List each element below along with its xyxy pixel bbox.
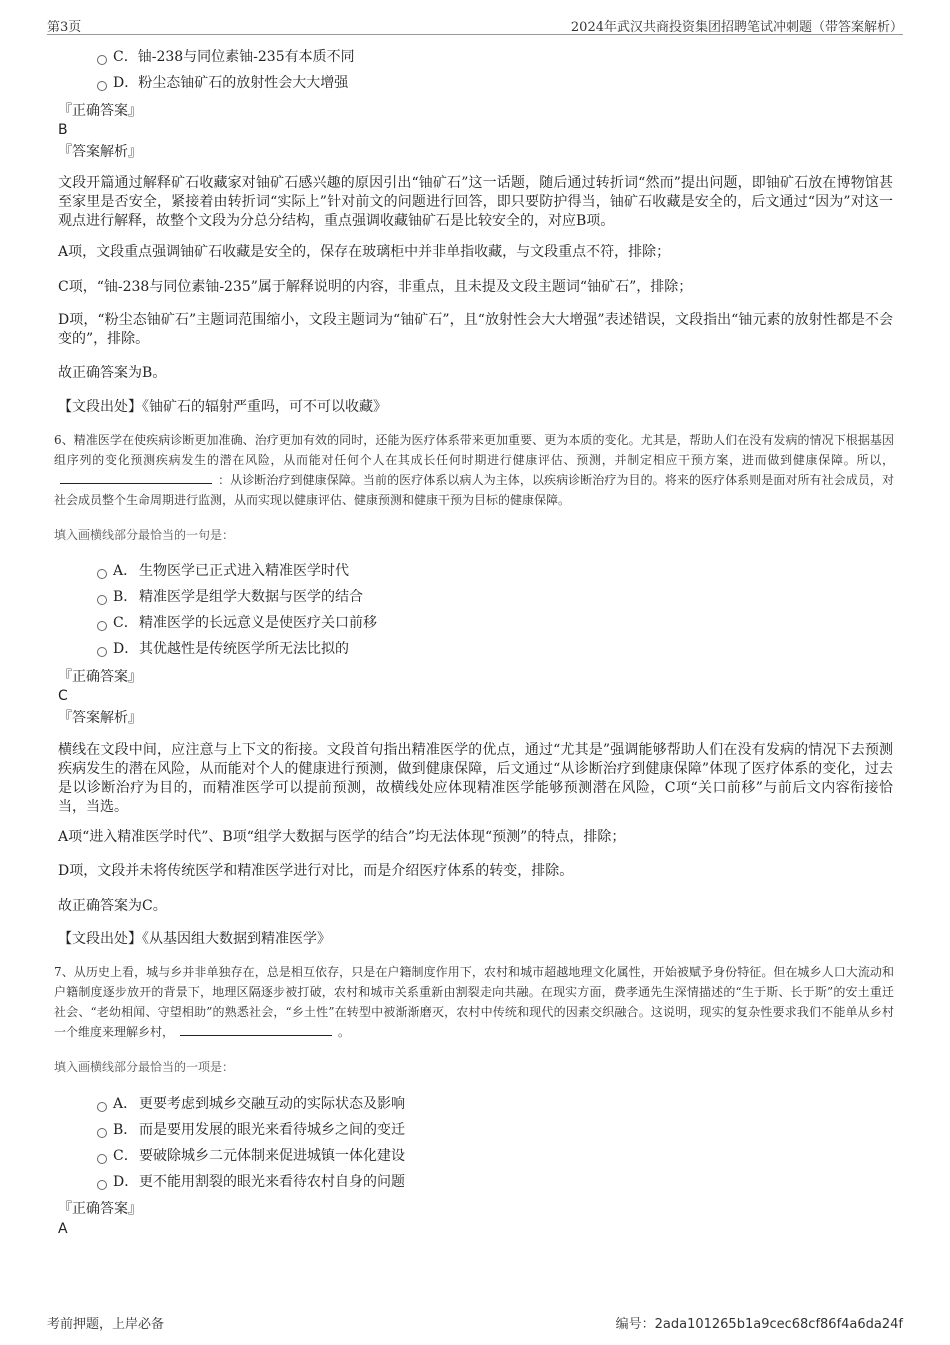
q7-answer-tag: 『正确答案』	[58, 1201, 142, 1217]
q6-answer: C	[58, 688, 68, 704]
radio-icon[interactable]	[97, 1154, 107, 1164]
q5-analysis-para: A项，文段重点强调铀矿石收藏是安全的，保存在玻璃柜中并非单指收藏，与文段重点不符，排除；	[58, 244, 671, 260]
page-number: 第3页	[47, 20, 82, 35]
q5-source: 【文段出处】《铀矿石的辐射严重吗，可不可以收藏》	[58, 399, 387, 415]
q5-analysis-para: 故正确答案为B。	[58, 365, 167, 381]
radio-icon[interactable]	[97, 569, 107, 579]
q7-answer: A	[58, 1221, 68, 1237]
q7-prompt: 填入画横线部分最恰当的一项是：	[54, 1060, 235, 1074]
q7-option-c[interactable]: C． 要破除城乡二元体制来促进城镇一体化建设	[97, 1145, 405, 1167]
q6-analysis-para: 横线在文段中间，应注意与上下文的衔接。文段首句指出精准医学的优点，通过“尤其是”强调能够帮助人们在没有发病的情况下去预测疾病发生的潜在风险，从而能对个人的健康进行预测，做到健康保障，后文通过“从诊断治疗到健康保障”体现了医疗体系的变化，过去是以诊断治疗为目的，而精准医学可以提前预测，故横线处应体现精准医学能够预测潜在风险，C项“关口前移”与前后文内容衔接恰当，当选。	[58, 742, 893, 815]
radio-icon[interactable]	[97, 1180, 107, 1190]
q5-analysis-para: C项，“铀-238与同位素铀-235”属于解释说明的内容，非重点，且未提及文段主题词“铀矿石”，排除；	[58, 279, 693, 295]
q7-option-b[interactable]: B． 而是要用发展的眼光来看待城乡之间的变迁	[97, 1119, 405, 1141]
q7-stem: 7、从历史上看，城与乡并非单独存在，总是相互依存，只是在户籍制度作用下，农村和城市超越地理文化属性，开始被赋予身份特征。但在城乡人口大流动和户籍制度逐步放开的背景下，地理区隔逐步被打破，农村和城市关系重新由割裂走向共融。在现实方面，费孝通先生深情描述的“生于斯、长于斯”的安土重迁社会、“老幼相闻、守望相助”的熟悉社会，“乡土性”在转型中被渐渐磨灭，农村中传统和现代的因素交织融合。这说明，现实的复杂性要求我们不能单从乡村一个维度来理解乡村， 。	[54, 965, 894, 1039]
q5-analysis-para: 文段开篇通过解释矿石收藏家对铀矿石感兴趣的原因引出“铀矿石”这一话题，随后通过转折词“然而”提出问题，即铀矿石放在博物馆甚至家里是否安全，紧接着由转折词“实际上”针对前文的问题进行回答，即只要防护得当，铀矿石收藏是安全的，后文通过“因为”对这一观点进行解释，故整个文段为分总分结构，重点强调收藏铀矿石是比较安全的，对应B项。	[58, 175, 893, 229]
q6-analysis-tag: 『答案解析』	[58, 710, 142, 726]
document-title: 2024年武汉共商投资集团招聘笔试冲刺题（带答案解析）	[570, 20, 903, 35]
q6-stem: 6、精准医学在使疾病诊断更加准确、治疗更加有效的同时，还能为医疗体系带来更加重要、更为本质的变化。尤其是，帮助人们在没有发病的情况下根据基因组序列的变化预测疾病发生的潜在风险，从而能对任何个人在其成长任何时期进行健康评估、预测，并制定相应干预方案，进而做到健康保障。所以，：从诊断治疗到健康保障。当前的医疗体系以病人为主体，以疾病诊断治疗为目的。将来的医疗体系则是面对所有社会成员，对社会成员整个生命周期进行监测，从而实现以健康评估、健康预测和健康干预为目标的健康保障。	[54, 433, 894, 507]
radio-icon[interactable]	[97, 1128, 107, 1138]
q5-answer-tag: 『正确答案』	[58, 103, 142, 119]
fill-blank	[60, 471, 212, 484]
q6-option-a[interactable]: A． 生物医学已正式进入精准医学时代	[97, 560, 349, 582]
q6-analysis-para: D项，文段并未将传统医学和精准医学进行对比，而是介绍医疗体系的转变，排除。	[58, 863, 574, 879]
radio-icon[interactable]	[97, 81, 107, 91]
q6-analysis-para: A项“进入精准医学时代”、B项“组学大数据与医学的结合”均无法体现“预测”的特点，排除；	[58, 829, 626, 845]
q6-analysis-para: 故正确答案为C。	[58, 898, 167, 914]
q7-option-d[interactable]: D． 更不能用割裂的眼光来看待农村自身的问题	[97, 1171, 405, 1193]
page-header	[47, 14, 903, 35]
radio-icon[interactable]	[97, 595, 107, 605]
q6-source: 【文段出处】《从基因组大数据到精准医学》	[58, 931, 331, 947]
q5-option-c[interactable]: C． 铀-238与同位素铀-235有本质不同	[97, 46, 355, 68]
q6-answer-tag: 『正确答案』	[58, 669, 142, 685]
radio-icon[interactable]	[97, 55, 107, 65]
radio-icon[interactable]	[97, 1102, 107, 1112]
q5-analysis-para: D项，“粉尘态铀矿石”主题词范围缩小，文段主题词为“铀矿石”，且“放射性会大大增强”表述错误，文段指出“铀元素的放射性都是不会变的”，排除。	[58, 312, 893, 347]
q5-analysis-tag: 『答案解析』	[58, 144, 142, 160]
q7-option-a[interactable]: A． 更要考虑到城乡交融互动的实际状态及影响	[97, 1093, 405, 1115]
q6-option-b[interactable]: B． 精准医学是组学大数据与医学的结合	[97, 586, 363, 608]
page-footer	[47, 1313, 903, 1333]
q6-prompt: 填入画横线部分最恰当的一句是：	[54, 528, 235, 542]
radio-icon[interactable]	[97, 647, 107, 657]
document-code: 编号：2ada101265b1a9cec68cf86f4a6da24f	[615, 1317, 903, 1332]
radio-icon[interactable]	[97, 621, 107, 631]
q6-option-d[interactable]: D． 其优越性是传统医学所无法比拟的	[97, 638, 349, 660]
q5-option-d[interactable]: D． 粉尘态铀矿石的放射性会大大增强	[97, 72, 348, 94]
footer-slogan: 考前押题，上岸必备	[47, 1317, 165, 1332]
fill-blank	[180, 1023, 332, 1036]
q6-option-c[interactable]: C． 精准医学的长远意义是使医疗关口前移	[97, 612, 377, 634]
q5-answer: B	[58, 122, 68, 138]
